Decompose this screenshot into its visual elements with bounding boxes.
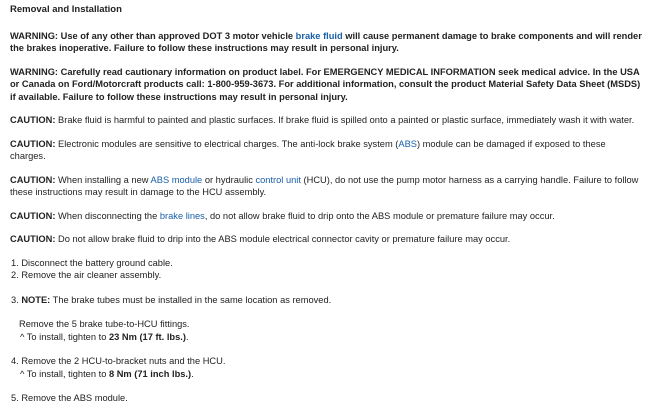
step-3-substep: Remove the 5 brake tube-to-HCU fittings. [19,319,190,329]
torque-text-pre: ^ To install, tighten to [20,368,109,379]
caution-text-post: , do not allow brake fluid to drip onto the ABS module or premature failure may occur. [204,210,555,221]
brake-fluid-link[interactable]: brake fluid [295,30,343,41]
caution-text-pre: When installing a new [55,174,151,185]
torque-text-post: . [185,331,189,342]
caution-label: CAUTION: [10,138,56,149]
caution-connector-cavity [10,233,642,246]
section-heading: Removal and Installation [10,4,122,15]
step-2: 2. Remove the air cleaner assembly. [11,270,162,280]
note-text: The brake tubes must be installed in the same location as removed. [50,294,332,305]
caution-label: CAUTION: [10,210,56,221]
caution-text-mid: or hydraulic [202,174,256,185]
caution-label: CAUTION: [10,115,56,125]
caution-electrical-charges [10,138,642,163]
torque-value: 23 Nm (17 ft. lbs.) [108,331,186,342]
note-label: NOTE: [21,294,51,305]
caution-pump-harness [10,174,642,199]
caution-text-pre: Electronic modules are sensitive to electrical charges. The anti-lock brake system ( [55,138,399,149]
warning-text-post: will cause permanent damage to brake components and will render the brakes inoperative. Failure to follow these instructions may result in personal injury. [10,30,642,53]
step-4-torque [10,368,642,381]
caution-label: CAUTION: [10,174,56,185]
torque-value: 8 Nm (71 inch lbs.) [108,368,192,379]
caution-label: CAUTION: [10,234,56,244]
torque-text-pre: ^ To install, tighten to [20,331,109,342]
step-1: 1. Disconnect the battery ground cable. [11,257,173,268]
caution-text: Do not allow brake fluid to drip into the ABS module electrical connector cavity or premature failure may occur. [55,234,511,244]
caution-text-post: ) module can be damaged if exposed to these charges. [10,138,606,161]
brake-lines-link[interactable]: brake lines [159,210,205,221]
abs-link[interactable]: ABS [398,138,417,149]
step-5: 5. Remove the ABS module. [11,393,128,403]
abs-module-link[interactable]: ABS module [150,174,203,185]
control-unit-link[interactable]: control unit [255,174,301,185]
warning-text-pre: WARNING: Use of any other than approved DOT 3 motor vehicle [10,30,296,41]
step-3-torque [10,331,642,344]
caution-brake-lines [10,210,642,223]
step-number: 3. [11,294,22,305]
step-4: 4. Remove the 2 HCU-to-bracket nuts and the HCU. [11,356,226,366]
warning-product-label: WARNING: Carefully read cautionary information on product label. For EMERGENCY MEDICAL INFORMATION seek medical advice. In the USA or Canada on Ford/Motorcraft products call: 1-800-959-3673. For additional information, consult the product Material Safety Data Sheet (MSDS) if available. Failure to follow these instructions may result in personal injury. [10,66,641,102]
step-3 [10,294,642,307]
caution-text: Brake fluid is harmful to painted and plastic surfaces. If brake fluid is spilled onto a painted or plastic surface, immediately wash it with water. [55,115,635,125]
torque-text-post: . [191,368,194,379]
caution-text-post: (HCU), do not use the pump motor harness as a carrying handle. Failure to follow these instructions may result in damage to the HCU assembly. [10,174,639,197]
caution-painted-surfaces [10,114,642,127]
warning-dot3-fluid [10,30,642,55]
caution-text-pre: When disconnecting the [55,210,160,221]
